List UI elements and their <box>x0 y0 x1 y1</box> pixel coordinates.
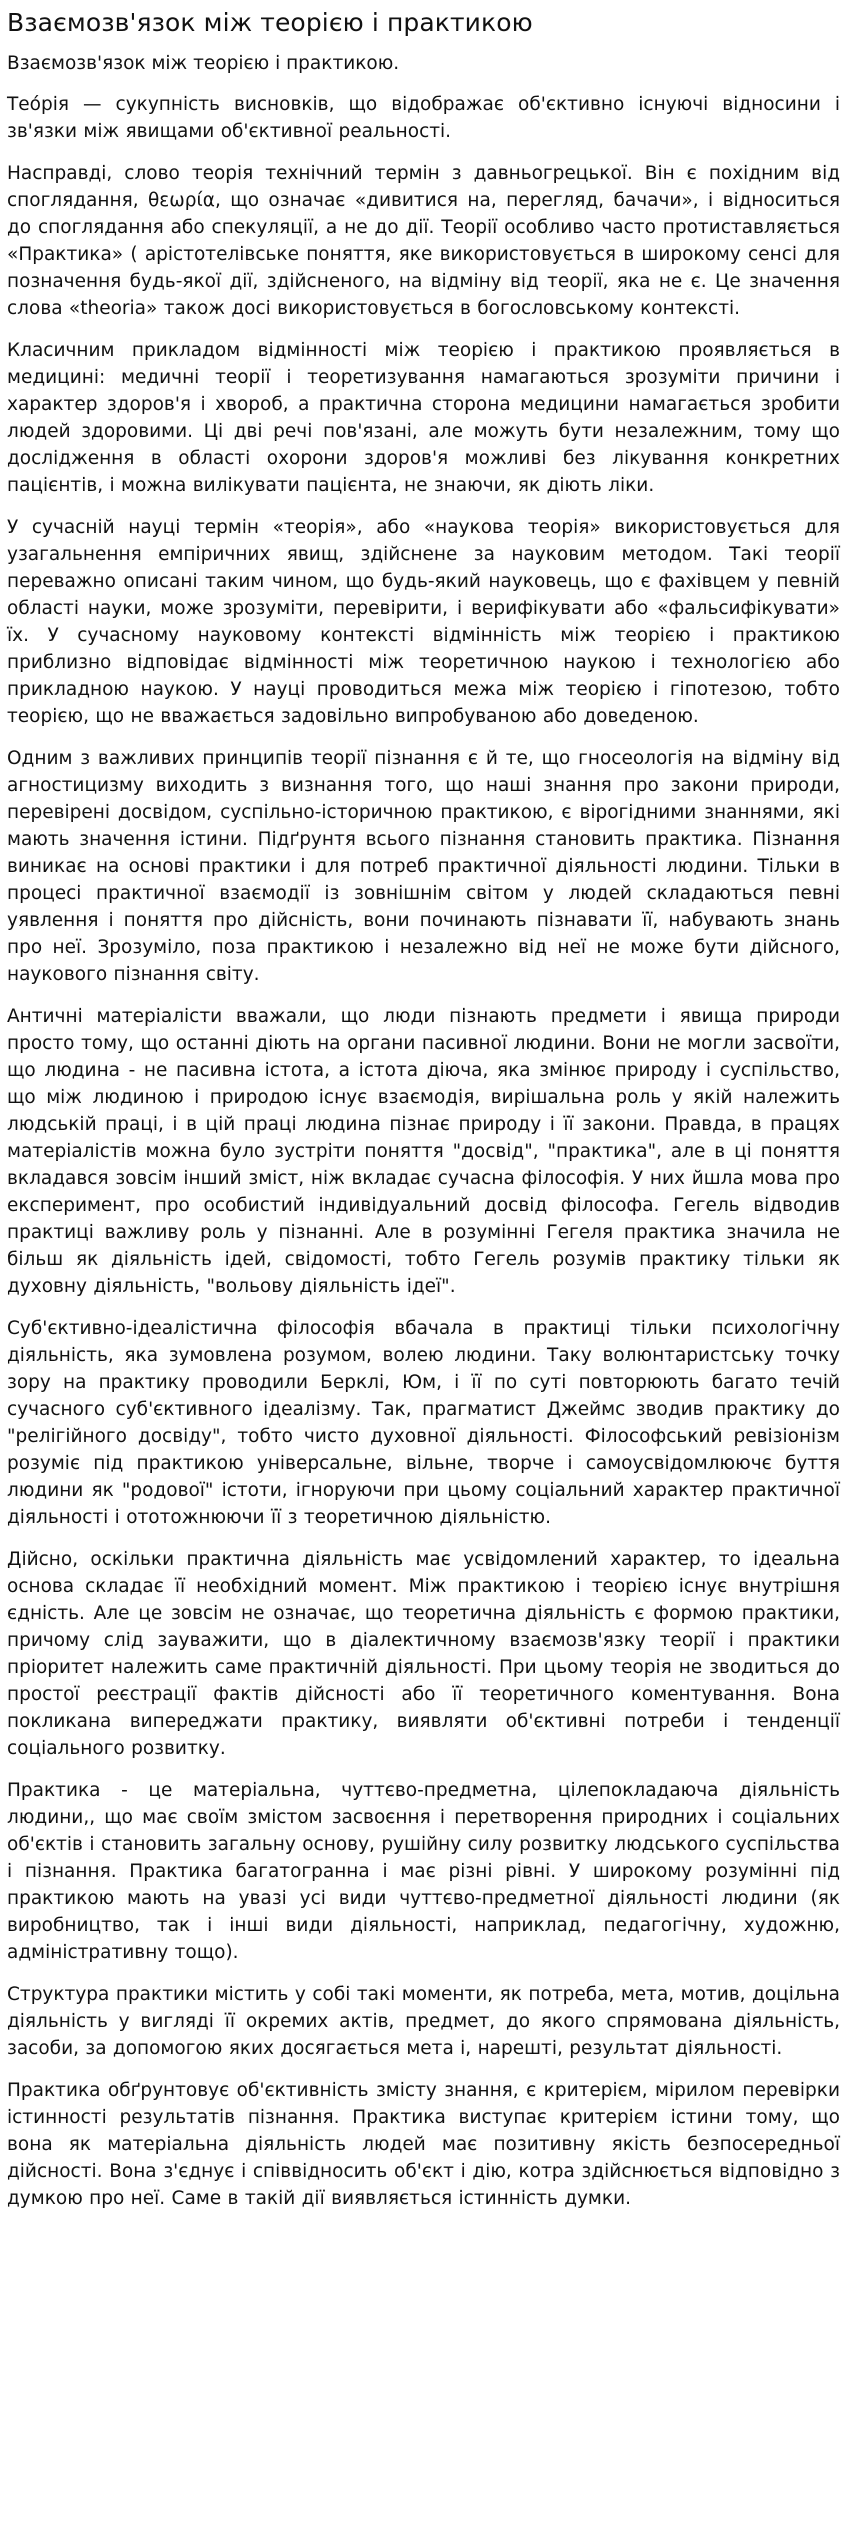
paragraph-3: Класичним прикладом відмінності між теорією і практикою проявляється в медицині: медичні теорії і теоретизування намагаються зрозуміти причини і характер здоров'я і хвороб, а практична сторона медицини намагається зробити людей здоровими. Ці дві речі пов'язані, але можуть бути незалежним, тому що дослідження в області охорони здоров'я можливі без лікування конкретних пацієнтів, і можна вилікувати пацієнта, не знаючи, як діють ліки. <box>7 340 840 496</box>
article-subtitle: Взаємозв'язок між теорією і практикою. <box>7 53 400 74</box>
paragraph-8: Дійсно, оскільки практична діяльність має усвідомлений характер, то ідеальна основа складає її необхідний момент. Між практикою і теорією існує внутрішня єдність. Але це зовсім не означає, що теоретична діяльність є формою практики, причому слід зауважити, що в діалектичному взаємозв'язку теорії і практики пріоритет належить саме практичній діяльності. При цьому теорія не зводиться до простої реєстрації фактів дійсності або її теоретичного коментування. Вона покликана випереджати практику, виявляти об'єктивні потреби і тенденції соціального розвитку. <box>7 1549 840 1759</box>
paragraph-4: У сучасній науці термін «теорія», або «наукова теорія» використовується для узагальнення емпіричних явищ, здійснене за науковим методом. Такі теорії переважно описані таким чином, що будь-який науковець, що є фахівцем у певній області науки, може зрозуміти, перевірити, і верифікувати або «фальсифікувати» їх. У сучасному науковому контексті відмінність між теорією і практикою приблизно відповідає відмінності між теоретичною наукою і технологією або прикладною наукою. У науці проводиться межа між теорією і гіпотезою, тобто теорією, що не вважається задовільно випробуваною або доведеною. <box>7 517 840 727</box>
paragraph-6: Античні матеріалісти вважали, що люди пізнають предмети і явища природи просто тому, що останні діють на органи пасивної людини. Вони не могли засвоїти, що людина - не пасивна істота, а істота діюча, яка змінює природу і суспільство, що між людиною і природою існує взаємодія, вирішальна роль у якій належить людській праці, і в цій праці людина пізнає природу і її закони. Правда, в працях матеріалістів можна було зустріти поняття "досвід", "практика", але в ці поняття вкладався зовсім інший зміст, ніж вкладає сучасна філософія. У них йшла мова про експеримент, про особистий індивідуальний досвід філософа. Гегель відводив практиці важливу роль у пізнанні. Але в розумінні Гегеля практика значила не більш як діяльність ідей, свідомості, тобто Гегель розумів практику тільки як духовну діяльність, "вольову діяльність ідеї". <box>7 1006 840 1297</box>
paragraph-9: Практика - це матеріальна, чуттєво-предметна, цілепокладаюча діяльність людини,, що має своїм змістом засвоєння і перетворення природних і соціальних об'єктів і становить загальну основу, рушійну силу розвитку людського суспільства і пізнання. Практика багатогранна і має різні рівні. У широкому розумінні під практикою мають на увазі усі види чуттєво-предметної діяльності людини (як виробництво, так і інші види діяльності, наприклад, педагогічну, художню, адміністративну тощо). <box>7 1780 840 1963</box>
page-title: Взаємозв'язок між теорією і практикою <box>7 8 533 37</box>
paragraph-2: Насправді, слово теорія технічний термін з давньогрецької. Він є похідним від споглядання, θεωρία, що означає «дивитися на, перегляд, бачачи», і відноситься до споглядання або спекуляції, а не до дії. Теорії особливо часто протиставляється «Практика» ( арістотелівське поняття, яке використовується в широкому сенсі для позначення будь-якої дії, здійсненого, на відміну від теорії, яка не є. Це значення слова «theoria» також досі використовується в богословському контексті. <box>7 163 840 319</box>
paragraph-11: Практика обґрунтовує об'єктивність змісту знання, є критерієм, мірилом перевірки істинності результатів пізнання. Практика виступає критерієм істини тому, що вона як матеріальна діяльність людей має позитивну якість безпосередньої дійсності. Вона з'єднує і співвідносить об'єкт і дію, котра здійснюється відповідно з думкою про неї. Саме в такій дії виявляється істинність думки. <box>7 2080 840 2209</box>
paragraph-10: Структура практики містить у собі такі моменти, як потреба, мета, мотив, доцільна діяльність у вигляді її окремих актів, предмет, до якого спрямована діяльність, засоби, за допомогою яких досягається мета і, нарешті, результат діяльності. <box>7 1984 840 2059</box>
paragraph-5: Одним з важливих принципів теорії пізнання є й те, що гносеологія на відміну від агностицизму виходить з визнання того, що наші знання про закони природи, перевірені досвідом, суспільно-історичною практикою, є вірогідними знаннями, які мають значення істини. Підґрунтя всього пізнання становить практика. Пізнання виникає на основі практики і для потреб практичної діяльності людини. Тільки в процесі практичної взаємодії із зовнішнім світом у людей складаються певні уявлення і поняття про дійсність, вони починають пізнавати її, набувають знань про неї. Зрозуміло, поза практикою і незалежно від неї не може бути дійсного, наукового пізнання світу. <box>7 748 840 985</box>
paragraph-7: Суб'єктивно-ідеалістична філософія вбачала в практиці тільки психологічну діяльність, яка зумовлена розумом, волею людини. Таку волюнтаристську точку зору на практику проводили Берклі, Юм, і її по суті повторюють багато течій сучасного суб'єктивного ідеалізму. Так, прагматист Джеймс зводив практику до "релігійного досвіду", тобто чисто духовної діяльності. Філософський ревізіонізм розуміє під практикою універсальне, вільне, творче і самоусвідомлюючє буття людини як "родової" істоти, ігноруючи при цьому соціальний характер практичної діяльності і ототожнюючи її з теоретичною діяльністю. <box>7 1318 840 1528</box>
paragraph-1: Тео́рія — сукупність висновків, що відображає об'єктивно існуючі відносини і зв'язки між явищами об'єктивної реальності. <box>7 94 840 142</box>
